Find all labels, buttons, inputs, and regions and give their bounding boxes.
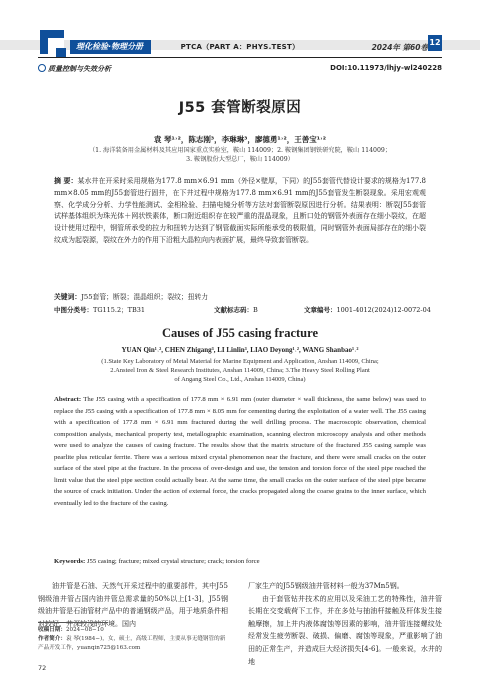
doc-code-value: B (253, 306, 258, 314)
authors-cn: 袁 琴¹˒²，陈志刚³，李琳琳³，廖德勇¹˒²，王善宝¹˒² (153, 135, 327, 144)
doc-code-label: 文献标志码： (214, 306, 253, 314)
abstract-cn-text: 某水井在开采时采用规格为177.8 mm×6.91 mm（外径×壁厚，下同）的J55套管代替设计要求的规格为177.8 mm×8.05 mm的J55套管进行固井，在下井过程中规格为177.8 mm×6.91 mm的J55套管发生断裂现象。采用宏观观察、化学成分分析、力学性能测试、金相检验、扫描电镜分析等方法对套管断裂原因进行分析。结果表明：断裂J55套管试样基体组织为珠光体＋网状铁素体，断口附近组织存在较严重的混晶现象，且断口处的钢管外表面存在细小裂纹，在超设计使用过程中，钢管所承受的拉力和扭转力达到了钢管截面实际所能承受的极限值，同时钢管外表面局部存在的细小裂纹成为起裂源，裂纹在外力的作用下沿粗大晶粒向内表面扩展，最终导致套管断裂。 (54, 177, 427, 244)
keywords-cn-label: 关键词： (54, 293, 82, 301)
footnote (38, 626, 228, 653)
keywords-en (54, 557, 426, 567)
section-row (38, 64, 442, 78)
doi: DOI:10.11973/lhjy-wl240228 (330, 64, 442, 72)
issue-label: 2024年 第60卷 (371, 43, 428, 52)
abstract-cn-label: 摘 要： (54, 177, 78, 185)
affiliation-en-line1: (1.State Key Laboratory of Metal Material for Marine Equipment and Application, Anshan 114009, China; (101, 358, 379, 365)
body-paragraph: 由于套管钻井技术的应用以及采油工艺的特殊性，油井管长期在交变载荷下工作，并在多处与抽油杆接触及杆体发生接触摩擦，加上井内液体腐蚀等因素的影响，油井管连接螺纹处经常发生疲劳断裂、破损、偏磨、腐蚀等现象，严重影响了油田的正常生产，并造成巨大经济损失[4-6]。一般来说，水井的地 (248, 594, 442, 666)
author-bio-text: 袁 琴(1984−)，女，硕士，高级工程师，主要从事无缝钢管的新产品开发工作，yuanqin725@163.com (38, 636, 226, 651)
article-no-value: 1001-4012(2024)12-0072-04 (336, 306, 431, 314)
clc-value: TG115.2；TB31 (93, 306, 146, 314)
article-no-label: 文章编号： (304, 306, 337, 314)
author-bio-label: 作者简介： (38, 636, 66, 642)
header-rule (38, 57, 442, 58)
authors-en: YUAN Qin¹˒², CHEN Zhigang³, LI Linlin³, LIAO Deyong¹˒², WANG Shanbao¹˒² (121, 346, 359, 354)
affiliation-en-line2: 2.Ansteel Iron & Steel Research Institutes, Anshan 114009, China; 3.The Heavy Steel Rolling Plant (110, 367, 370, 374)
clc-label: 中图分类号： (54, 306, 93, 314)
affiliation-cn (40, 146, 440, 164)
journal-english-name: PTCA（PART A：PHYS.TEST） (180, 43, 300, 51)
affiliation-en (60, 357, 420, 384)
section-label (38, 64, 111, 74)
abstract-en (54, 394, 426, 509)
article-title-cn: J55 套管断裂原因 (178, 100, 302, 116)
page-number: 72 (38, 664, 47, 672)
keywords-en-label: Keywords: (54, 558, 86, 565)
journal-name: 理化检验·物理分册 (70, 40, 151, 54)
body-paragraph: 厂家生产的J55钢级油井管材料一般为37Mn5钢。 (248, 582, 404, 590)
body-paragraph: 油井管是石油、天然气开采过程中的重要部件，其中J55钢级油井管占国内油井管总需求量的50%以上[1-3]，J55钢级油井管是石油管材产品中的普通钢级产品，用于地质条件相对较好、井深较浅的环境。国内 (38, 582, 228, 628)
received-value: 2024−08−10 (65, 627, 104, 633)
affiliation-cn-line1: （1. 海洋装备用金属材料及其应用国家重点实验室，鞍山 114009；2. 鞍钢集团钢铁研究院，鞍山 114009； (88, 147, 392, 154)
received-label: 收稿日期： (38, 627, 66, 633)
affiliation-en-line3: of Angang Steel Co., Ltd., Anshan 114009, China) (174, 376, 306, 383)
abstract-en-label: Abstract: (54, 396, 82, 403)
keywords-en-text: J55 casing; fracture; mixed crystal structure; crack; torsion force (86, 558, 260, 565)
issue-number-badge: 12 (428, 35, 442, 51)
section-label-text: 质量控制与失效分析 (48, 65, 111, 73)
affiliation-cn-line2: 3. 鞍钢股份大型总厂，鞍山 114009） (186, 156, 294, 163)
article-title-en: Causes of J55 casing fracture (162, 326, 318, 340)
keywords-cn (54, 292, 426, 302)
classification-row (54, 305, 431, 315)
page-header (0, 0, 480, 58)
footnote-rule (38, 622, 108, 623)
abstract-en-text: The J55 casing with a specification of 177.8 mm × 6.91 mm (outer diameter × wall thickness, the same below) was used to replace the J55 casing with a specification of 177.8 mm × 8.05 mm for cementing during the exploitation of a water well. The J55 casing with a specification of 177.8 mm × 6.91 mm fractured during the well drilling process. The macroscopic observation, chemical composition analysis, mechanical property test, metallographic examination, scanning electron microscopy analysis and other methods were used to analyze the causes of casing fracture. The results show that the matrix structure of the fractured J55 casing sample was pearlite plus reticular ferrite. There was a serious mixed crystal phenomenon near the fracture, and there were small cracks on the outer surface of the steel pipe at the fracture. In the process of over-design and use, the tension and torsion force of the steel pipe reached the limit value that the steel pipe section could actually bear. At the same time, the small cracks on the outer surface of the steel pipe became the source of crack initiation. Under the action of external force, the cracks propagated along the coarse grains to the inner surface, which eventually led to the fracture of the casing. (54, 396, 426, 507)
keywords-cn-text: J55套管；断裂；混晶组织；裂纹；扭转力 (81, 293, 209, 301)
section-bullet-icon (38, 64, 46, 72)
abstract-cn (54, 176, 426, 247)
body-right-column (248, 580, 442, 668)
